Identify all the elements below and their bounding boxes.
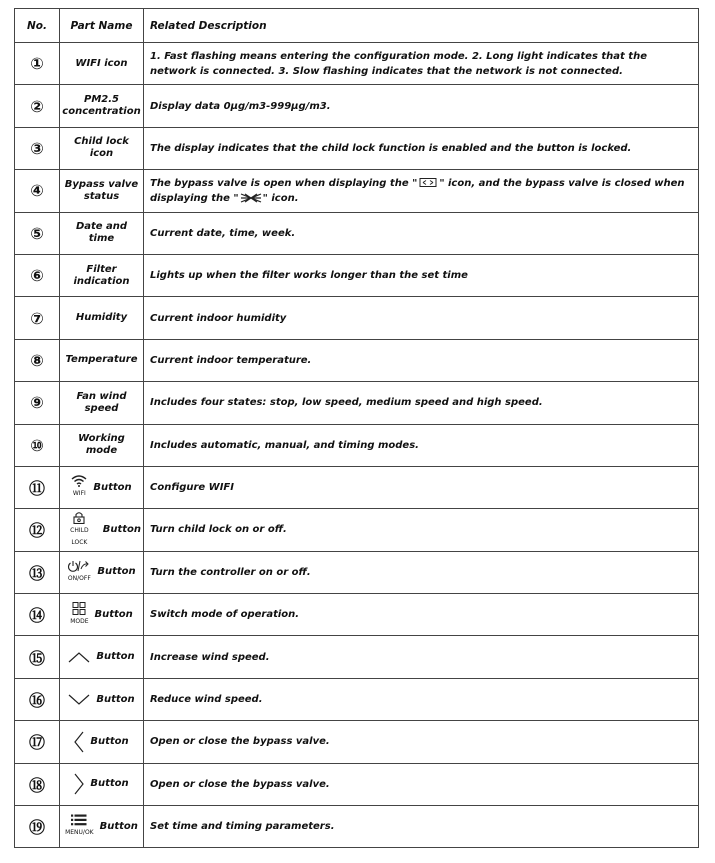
button-label: Button xyxy=(93,481,132,493)
description: Turn child lock on or off. xyxy=(144,509,699,551)
part-name: Temperature xyxy=(60,339,144,381)
header-description: Related Description xyxy=(144,9,699,43)
table-row xyxy=(15,43,699,85)
mode-grid-icon xyxy=(72,602,86,615)
row-number: ⑱ xyxy=(28,775,45,795)
table-row xyxy=(15,636,699,678)
table-row xyxy=(15,678,699,720)
row-number: ⑭ xyxy=(28,606,45,626)
part-name xyxy=(60,763,144,805)
icon-caption: MODE xyxy=(70,617,89,625)
row-number: ⑪ xyxy=(28,479,45,499)
menu-icon xyxy=(71,814,87,826)
icon-caption: WIFI xyxy=(72,490,86,498)
button-label: Button xyxy=(96,693,135,705)
row-number: ③ xyxy=(30,138,44,158)
button-label: Button xyxy=(97,566,136,578)
table-row xyxy=(15,297,699,339)
row-number: ⑰ xyxy=(28,733,45,753)
part-name: Humidity xyxy=(60,297,144,339)
part-name xyxy=(60,85,144,127)
table-row xyxy=(15,382,699,424)
part-name xyxy=(60,509,144,551)
icon-caption: ON/OFF xyxy=(67,574,91,582)
button-label: Button xyxy=(94,608,133,620)
description: The bypass valve is open when displaying the " " icon, and the bypass valve is closed when displaying the " " icon. xyxy=(144,170,699,212)
icon-caption: CHILD LOCK xyxy=(70,526,89,546)
row-number: ⑲ xyxy=(28,818,45,838)
description: Turn the controller on or off. xyxy=(144,551,699,593)
table-row xyxy=(15,806,699,848)
row-number: ⑥ xyxy=(30,266,44,286)
part-name: WIFI icon xyxy=(60,43,144,85)
icon-caption: MENU/OK xyxy=(65,829,94,837)
table-row xyxy=(15,339,699,381)
description: Switch mode of operation. xyxy=(144,594,699,636)
part-name xyxy=(60,678,144,720)
header-no: No. xyxy=(15,9,60,43)
header-part-name: Part Name xyxy=(60,9,144,43)
description: Includes four states: stop, low speed, medium speed and high speed. xyxy=(144,382,699,424)
table-row xyxy=(15,127,699,169)
description: Configure WIFI xyxy=(144,466,699,508)
description: Set time and timing parameters. xyxy=(144,806,699,848)
table-row xyxy=(15,551,699,593)
chevron-up-icon xyxy=(68,651,90,663)
description: Lights up when the filter works longer than the set time xyxy=(144,254,699,296)
row-number: ⑯ xyxy=(28,691,45,711)
part-name xyxy=(60,721,144,763)
row-number: ② xyxy=(30,96,44,116)
description: 1. Fast flashing means entering the configuration mode. 2. Long light indicates that the network is connected. 3. Slow flashing indicates that the network is not connected. xyxy=(144,43,699,85)
part-name xyxy=(60,466,144,508)
chevron-right-icon xyxy=(74,773,84,795)
power-icon xyxy=(67,560,91,572)
part-name: Child lock icon xyxy=(60,127,144,169)
description: Current indoor humidity xyxy=(144,297,699,339)
bypass-closed-icon xyxy=(239,192,263,204)
description: Open or close the bypass valve. xyxy=(144,763,699,805)
table-row xyxy=(15,721,699,763)
lock-icon xyxy=(72,511,86,524)
table-row xyxy=(15,85,699,127)
table-header-row xyxy=(15,9,699,43)
description: Display data 0µg/m3-999µg/m3. xyxy=(144,85,699,127)
button-label: Button xyxy=(90,735,129,747)
row-number: ⑧ xyxy=(30,350,44,370)
part-name xyxy=(60,594,144,636)
description: Current date, time, week. xyxy=(144,212,699,254)
part-name xyxy=(60,551,144,593)
row-number: ④ xyxy=(30,181,44,201)
part-name: Filter indication xyxy=(60,254,144,296)
row-number: ⑤ xyxy=(30,223,44,243)
button-label: Button xyxy=(96,651,135,663)
bypass-open-icon xyxy=(417,177,439,188)
part-name-line1: PM2.5 xyxy=(84,94,119,106)
table-row xyxy=(15,509,699,551)
part-name: Working mode xyxy=(60,424,144,466)
row-number: ⑮ xyxy=(28,648,45,668)
table-row xyxy=(15,254,699,296)
row-number: ⑩ xyxy=(30,435,44,455)
chevron-down-icon xyxy=(68,694,90,706)
description: Current indoor temperature. xyxy=(144,339,699,381)
button-label: Button xyxy=(102,523,141,535)
part-name: Date and time xyxy=(60,212,144,254)
row-number: ⑨ xyxy=(30,393,44,413)
part-name: Bypass valve status xyxy=(60,170,144,212)
row-number: ⑫ xyxy=(28,521,45,541)
row-number: ⑬ xyxy=(28,563,45,583)
part-name xyxy=(60,806,144,848)
table-row xyxy=(15,594,699,636)
parts-table xyxy=(14,8,699,848)
table-row xyxy=(15,763,699,805)
row-number: ① xyxy=(30,54,44,74)
part-name xyxy=(60,636,144,678)
button-label: Button xyxy=(99,820,138,832)
description: The display indicates that the child lock function is enabled and the button is locked. xyxy=(144,127,699,169)
part-name: Fan wind speed xyxy=(60,382,144,424)
description: Reduce wind speed. xyxy=(144,678,699,720)
table-row xyxy=(15,212,699,254)
chevron-left-icon xyxy=(74,731,84,753)
part-name-line2: concentration xyxy=(62,106,141,118)
description: Increase wind speed. xyxy=(144,636,699,678)
description: Open or close the bypass valve. xyxy=(144,721,699,763)
parts-table-container xyxy=(14,8,699,848)
description: Includes automatic, manual, and timing modes. xyxy=(144,424,699,466)
table-row xyxy=(15,466,699,508)
table-row xyxy=(15,170,699,212)
wifi-icon xyxy=(71,475,87,487)
table-row xyxy=(15,424,699,466)
row-number: ⑦ xyxy=(30,308,44,328)
button-label: Button xyxy=(90,778,129,790)
